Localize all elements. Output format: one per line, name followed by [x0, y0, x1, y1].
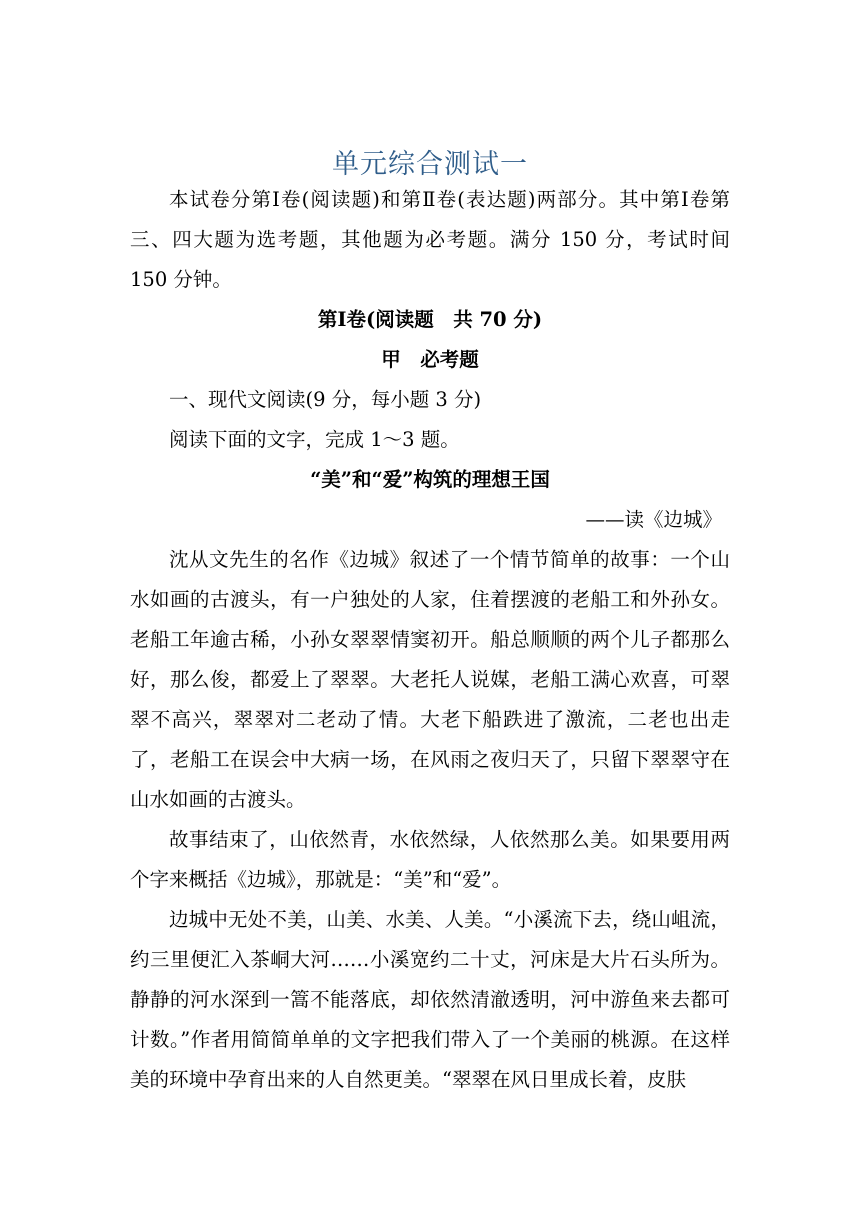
article-title: “美”和“爱”构筑的理想王国 — [310, 468, 550, 491]
document-body — [130, 180, 730, 1100]
article-paragraph-3: 边城中无处不美，山美、水美、人美。“小溪流下去，绕山岨流，约三里便汇入茶峒大河……小溪宽约二十丈，河床是大片石头所为。静静的河水深到一篙不能落底，却依然清澈透明，河中游鱼来去都可计数。”作者用简简单单的文字把我们带入了一个美丽的桃源。在这样美的环境中孕育出来的人自然更美。“翠翠在风日里成长着，皮肤 — [130, 908, 730, 1091]
reading-instruction: 阅读下面的文字，完成 1～3 题。 — [169, 428, 460, 451]
article-paragraph-1: 沈从文先生的名作《边城》叙述了一个情节简单的故事：一个山水如画的古渡头，有一户独处的人家，住着摆渡的老船工和外孙女。老船工年逾古稀，小孙女翠翠情窦初开。船总顺顺的两个儿子都那么好，那么俊，都爱上了翠翠。大老托人说媒，老船工满心欢喜，可翠翠不高兴，翠翠对二老动了情。大老下船跌进了激流，二老也出走了，老船工在误会中大病一场，在风雨之夜归天了，只留下翠翠守在山水如画的古渡头。 — [130, 548, 730, 811]
exam-intro: 本试卷分第Ⅰ卷(阅读题)和第Ⅱ卷(表达题)两部分。其中第Ⅰ卷第三、四大题为选考题，其他题为必考题。满分 150 分，考试时间 150 分钟。 — [130, 188, 730, 291]
page-title: 单元综合测试一 — [332, 149, 528, 180]
article-subtitle: ——读《边城》 — [585, 508, 722, 531]
section-heading: 甲 必考题 — [381, 348, 479, 371]
question-heading: 一、现代文阅读(9 分，每小题 3 分) — [169, 388, 482, 411]
article-paragraph-2: 故事结束了，山依然青，水依然绿，人依然那么美。如果要用两个字来概括《边城》，那就是：“美”和“爱”。 — [130, 828, 730, 891]
part-heading: 第Ⅰ卷(阅读题 共 70 分) — [317, 308, 543, 331]
